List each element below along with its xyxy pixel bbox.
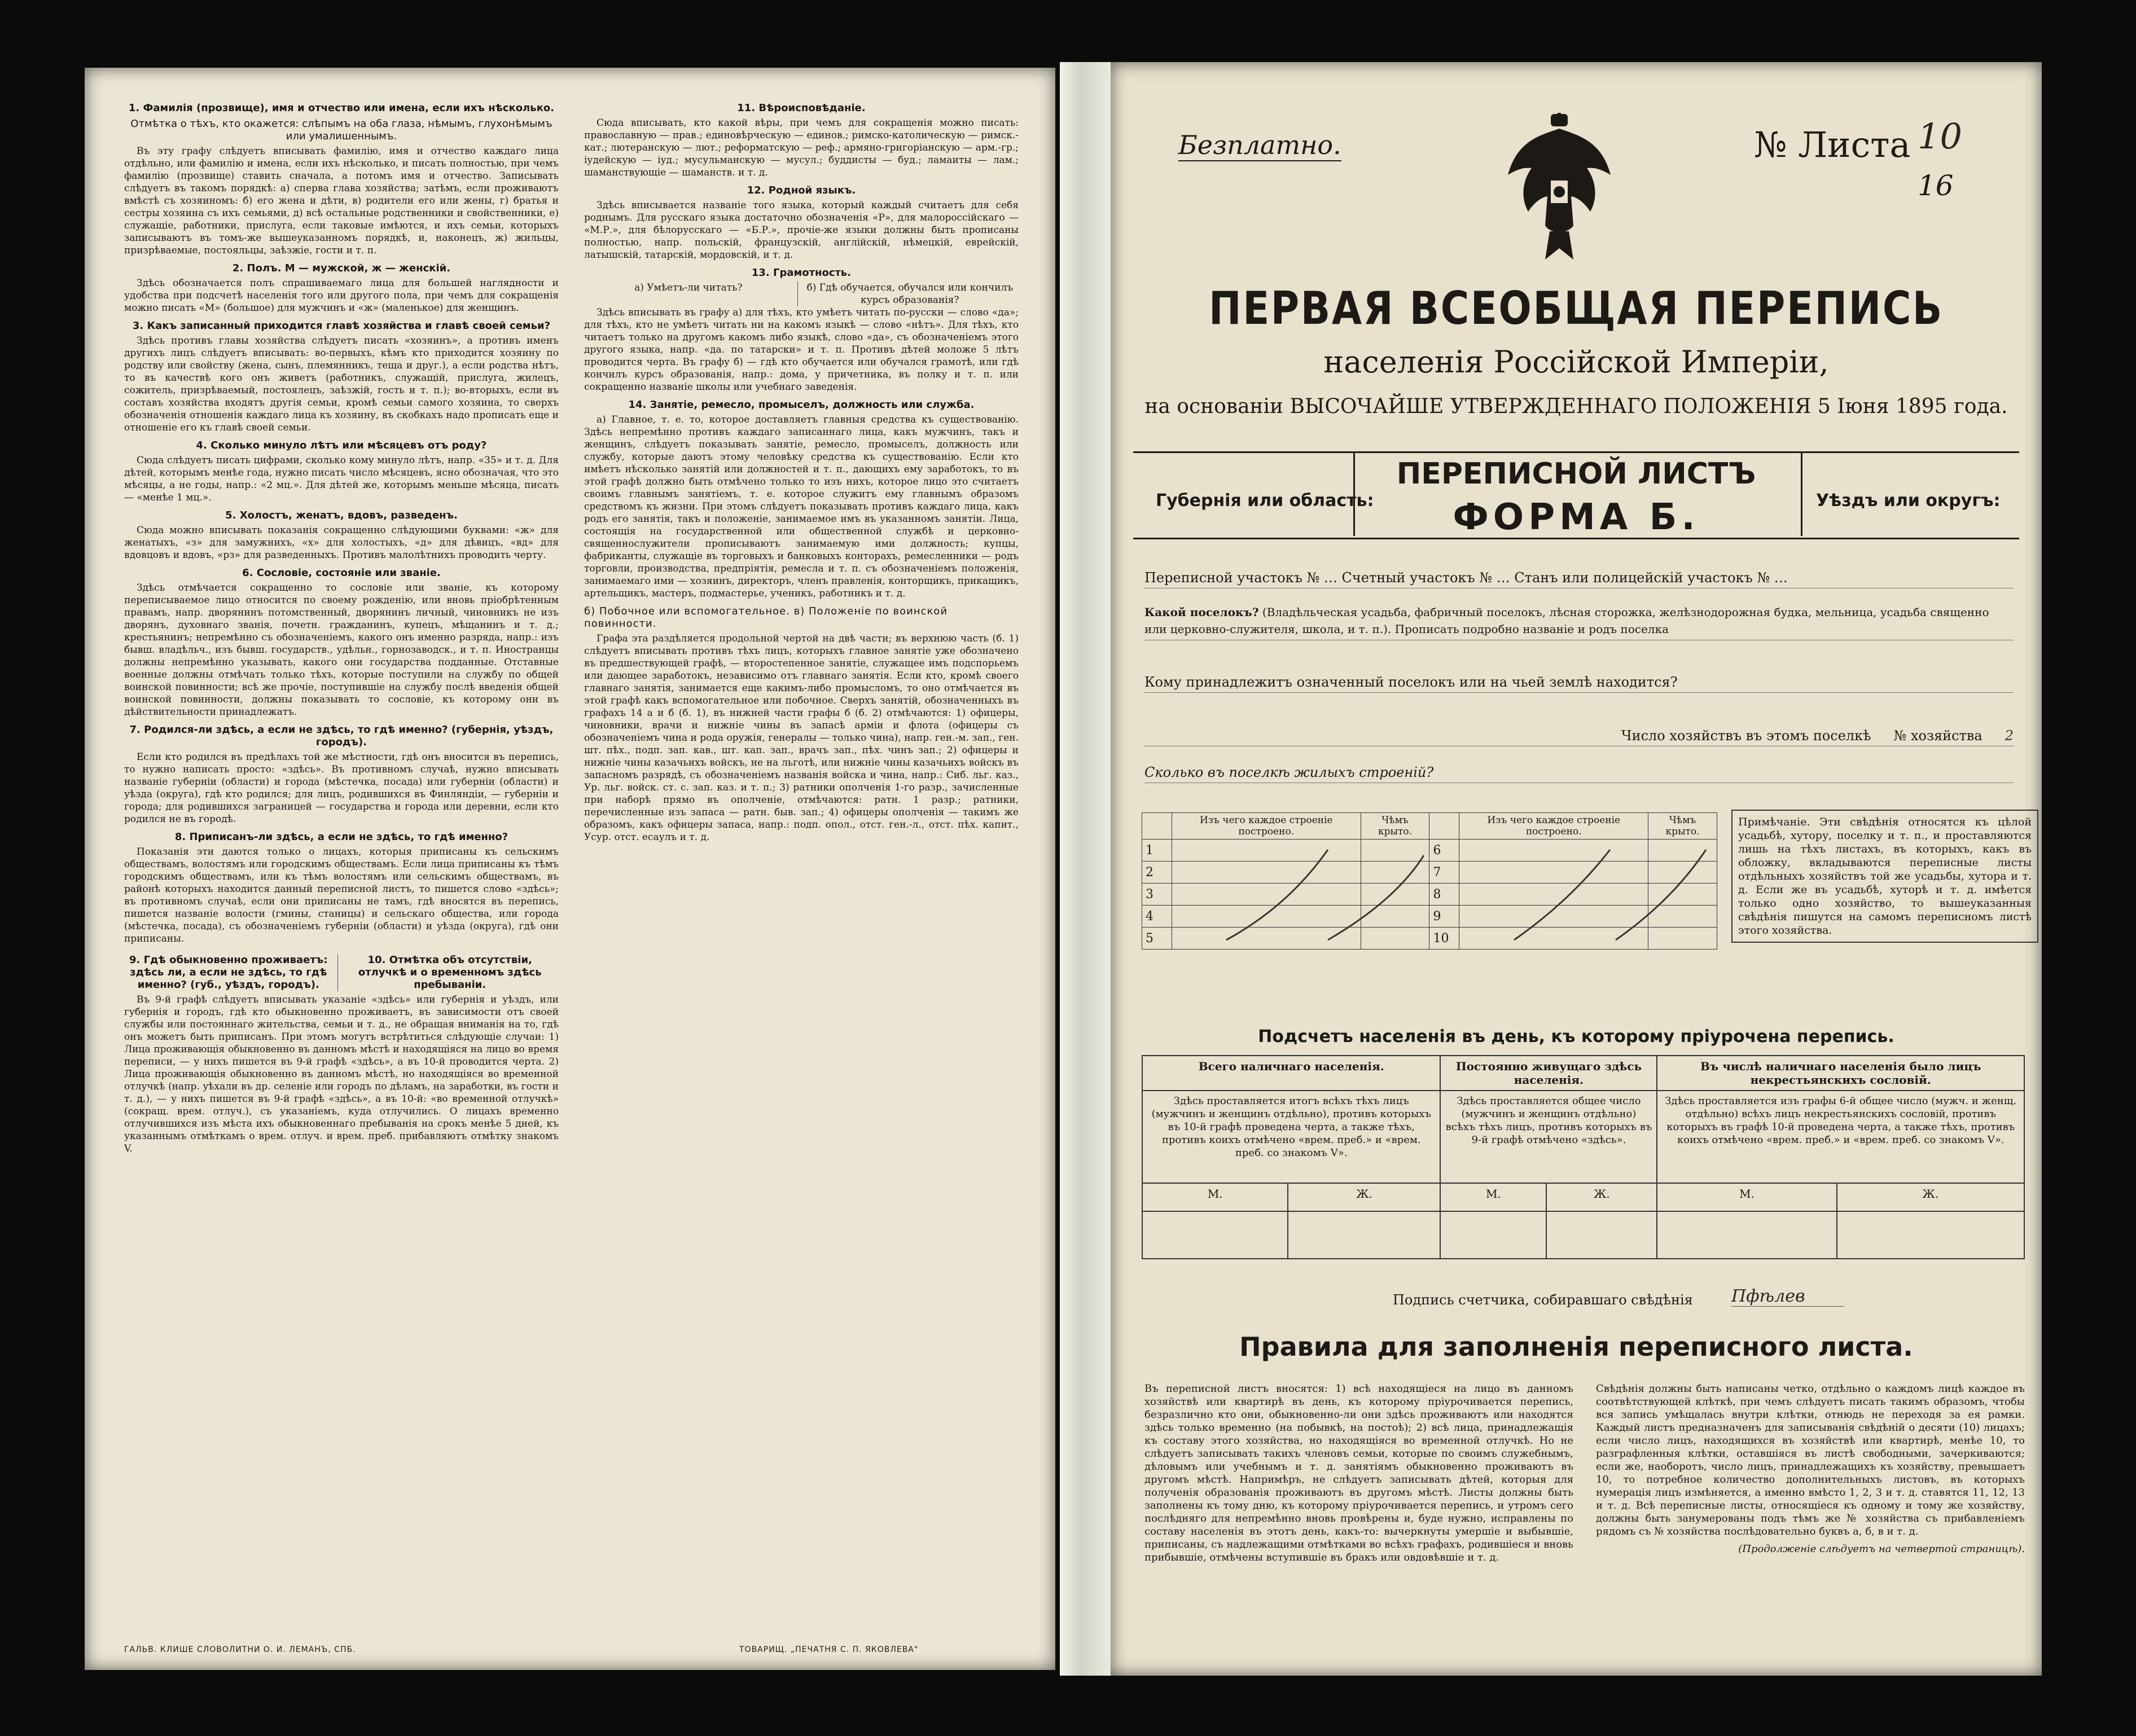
section-heading: б) Побочное или вспомогательное. в) Положеніе по воинской повинности. [584,605,948,630]
table-header-row [1142,1056,2024,1091]
table-header: Изъ чего каждое строеніе построено. [1459,813,1648,840]
section-heading: 3. Какъ записанный приходится главѣ хозяйства и главѣ своей семьи? [132,320,551,332]
table-header [1429,813,1459,840]
subheading-b: б) Гдѣ обучается, обучался или кончилъ курсъ образованія? [806,282,1014,306]
table-header: Всего наличнаго населенія. [1142,1056,1440,1091]
owner-line: Кому принадлежитъ означенный поселокъ или на чьей землѣ находится? [1144,674,2014,693]
page-gutter [1060,62,1111,1676]
table-row [1142,1211,2024,1259]
census-subtitle: населенія Россійской Имперіи, [1323,344,1829,380]
household-number-value: 2 [2005,728,2014,744]
rules-column-2 [1596,1382,2025,1555]
instructions-column-2 [584,99,1019,849]
male-label: М. [1657,1183,1836,1211]
uezd-label: Уѣздъ или округъ: [1816,491,2001,511]
section-text: Сюда вписывать, кто какой вѣры, при чемъ для сокращенія можно писать: православную — прав.; единовѣрческую — единов.; римско-католическую — римск.-кат.; лютеранскую — лют.; реформатскую — реф.; армяно-григоріанскую — арм.-гр.; іудейскую — іуд.; мусульманскую — мусул.; буддисты — буд.; ламаиты — лам.; шаманствующіе — шаманств. и т. д. [584,117,1019,178]
buildings-line: Сколько въ поселкѣ жилыхъ строеній? [1144,764,2014,783]
section-subheading: Отмѣтка о тѣхъ, кто окажется: слѣпымъ на оба глаза, нѣмымъ, глухонѣмымъ или умалишеннымъ. [130,118,552,142]
table-row [1142,1091,2024,1183]
section-text: Здѣсь отмѣчается сокращенно то сословіе или званіе, къ которому переписываемое лицо относится по своему рожденію, или вновь пріобрѣтенным правамъ, напр. дворянинъ потомственный, дворянинъ личный, чиновникъ не изъ дворянъ, духовнаго званія, почетн. гражданинъ, купецъ, мѣщанинъ и т. д.; крестьянинъ; непремѣнно съ обозначеніемъ, какого онъ именно разряда, напр.: изъ бывш. владѣльч., изъ бывш. государств., удѣльн., горнозаводск., и т. п. Иностранцы должны непремѣнно указывать, какого они государства подданные. Отставные военные должны отмѣчать только тѣхъ, которые поступили на службу по общей воинской повинности; всѣ же прочіе, поступившіе на службу послѣ введенія общей воинской повинности, должны показывать то сословіе, къ которому они въ дѣйствительности принадлежатъ. [124,582,559,718]
row-number: 10 [1429,928,1459,950]
section-text: Здѣсь обозначается полъ спрашиваемаго лица для большей наглядности и удобства при подсчетѣ населенія того или другого пола, при чемъ для сокращенія можно писать «М» (большое) для мужчинъ и «ж» (маленькое) для женщинъ. [124,278,559,314]
row-number: 9 [1429,906,1459,928]
row-number: 7 [1429,862,1459,884]
settlement-label: Какой поселокъ? [1144,605,1259,619]
table-header: Постоянно живущаго здѣсь населенія. [1440,1056,1657,1091]
section-text: Графа эта раздѣляется продольной чертой на двѣ части; въ верхнюю часть (б. 1) слѣдуетъ вписывать противъ тѣхъ лицъ, которыхъ главное занятіе уже обозначено въ предшествующей графѣ, — второстепенное занятіе, служащее имъ подспорьемъ или дающее заработокъ, независимо отъ главнаго занятія. Если кто, кромѣ своего главнаго занятія, занимается еще какимъ-либо промысломъ, то оно отмѣчается въ этой графѣ какъ вспомогательное или побочное. Сверхъ занятій, обозначенныхъ въ графахъ 14 а и б (б. 1), въ нижней части графы б (б. 2) отмѣчаются: 1) офицеры, чиновники, врачи и нижніе чины въ запасѣ арміи и флота (офицеры съ обозначеніемъ чина и рода оружія, генералы — только чина), напр. ген.-м. зап., ген. шт. пѣх., подп. зап. кав., шт. кап. зап., врачъ зап., пѣх. чинъ зап.; 2) офицеры и нижніе чины казачьихъ войскъ, не на льготѣ, или нижніе чины казачьихъ войскъ въ запасномъ разрядѣ, съ обозначеніемъ названія войска и чина, напр.: Сиб. льг. каз., Ур. льг. войск. ст. с. зап. каз. и т. п.; 3) ратники ополченія 1-го разр., зачисленные при наборѣ прямо въ ополченіе, отмѣчаются: ратн. 1 разр.; ратники, перечисленные изъ запаса — ратн. быв. зап.; 4) офицеры ополченія — такимъ же образомъ, какъ офицеры запаса, напр.: подп. опол., отст. ген.-л., отст. пѣх. капит., Усур. отст. есаулъ и т. д. [584,633,1019,843]
section-4 [124,440,559,504]
settlement-hint: (Владѣльческая усадьба, фабричный поселокъ, лѣсная сторожка, желѣзнодорожная будка, мельница, усадьба священно или церковно-служителя, школа, и т. п.). Прописать подробно названіе и родъ поселка [1144,605,1989,636]
rules-column-1: Въ переписной листъ вносятся: 1) всѣ находящіеся на лицо въ данномъ хозяйствѣ или квартирѣ въ день, къ которому пріурочивается перепись, безразлично кто они, обыкновенно-ли они здѣсь проживаютъ или находятся здѣсь только временно (на побывкѣ, на постоѣ); 2) всѣ лица, принадлежащія къ составу этого хозяйства, но находящіяся во временной отлучкѣ. Но не слѣдуетъ записывать такихъ членовъ семьи, которые по своимъ служебнымъ, дѣловымъ или учебнымъ и т. д. занятіямъ обыкновенно проживаютъ въ другомъ мѣстѣ. Напримѣръ, не слѣдуетъ записывать дѣтей, которыя для полученія образованія проживаютъ въ другомъ мѣстѣ. Листы должны быть заполнены къ тому дню, къ которому пріурочивается перепись, и утромъ сего послѣдняго для непремѣнно вновь провѣрены и, буде нужно, исправлены по составу населенія въ этотъ день, какъ-то: вычеркнуты умершіе и выбывшіе, приписаны, съ надлежащими отмѣтками во всѣхъ графахъ, родившіеся и вновь прибывшіе, отмѣчены вступившіе въ бракъ или овдовѣвшіе и т. д. [1144,1383,1573,1563]
table-header: Въ числѣ наличнаго населенія было лицъ некрестьянскихъ сословій. [1657,1056,2024,1091]
section-heading: 8. Приписанъ-ли здѣсь, а если не здѣсь, то гдѣ именно? [174,831,508,843]
section-text: Сюда слѣдуетъ писать цифрами, сколько кому минуло лѣтъ, напр. «35» и т. д. Для дѣтей, которымъ менѣе года, нужно писать число мѣсяцевъ, ясно обозначая, что это мѣсяцы, а не годы, напр.: «2 мц.». Для дѣтей же, которымъ меньше мѣсяца, писать — «менѣе 1 мц.». [124,455,559,503]
row-number: 5 [1142,928,1172,950]
female-label: Ж. [1837,1183,2024,1211]
instructions-column-1 [124,99,559,1155]
signature-label: Подпись счетчика, собиравшаго свѣдѣнія [1393,1292,1693,1308]
male-label: М. [1142,1183,1288,1211]
form-label: ФОРМА Б. [1453,496,1700,538]
table-header: Чѣмъ крыто. [1361,813,1429,840]
population-count-title: Подсчетъ населенія въ день, къ которому пріурочена перепись. [1258,1027,1894,1047]
population-count-table [1142,1055,2025,1259]
count-description: Здѣсь проставляется итогъ всѣхъ тѣхъ лицъ (мужчинъ и женщинъ отдѣльно), противъ которыхъ въ 10-й графѣ проведена черта, а также тѣхъ, противъ коихъ отмѣчено «врем. преб.» и «врем. преб. со знакомъ V». [1142,1091,1440,1183]
section-1 [124,102,559,257]
settlement-line [1144,604,2014,640]
section-heading: 9. Гдѣ обыкновенно проживаетъ: здѣсь ли, а если не здѣсь, то гдѣ именно? (губ., уѣздъ, городъ). [124,954,338,991]
section-heading: 5. Холостъ, женатъ, вдовъ, разведенъ. [225,509,458,521]
section-13-subheadings [584,282,1019,306]
household-number-label: № хозяйства [1893,728,1983,744]
section-heading: 13. Грамотность. [751,267,852,279]
section-heading: 1. Фамилія (прозвище), имя и отчество или имена, если ихъ нѣсколько. [128,102,555,114]
census-title: ПЕРВАЯ ВСЕОБЩАЯ ПЕРЕПИСЬ [1209,282,1944,335]
section-heading: 11. Вѣроисповѣданіе. [737,102,866,114]
section-text: Показанія эти даются только о лицахъ, которыя приписаны къ сельскимъ обществамъ, волостямъ или городскимъ обществамъ. Если лица приписаны къ тѣмъ городскимъ обществамъ, или къ тѣмъ волостямъ или сельскимъ обществамъ, въ районѣ которыхъ находится данный переписной листъ, то пишется слово «здѣсь»; въ противномъ случаѣ, если они приписаны не тамъ, гдѣ вносятся въ перепись, пишется названіе волости (гмины, станицы) и сельскаго общества, или города (мѣстечка, посада), съ обозначеніемъ губерніи (области) и уѣзда (округа), гдѣ они приписаны. [124,846,559,944]
rules-title: Правила для заполненія переписного листа. [1239,1331,1913,1362]
free-label: Безплатно. [1178,130,1341,160]
section-heading: 2. Полъ. М — мужской, ж — женскій. [232,262,451,274]
row-number: 8 [1429,884,1459,906]
legal-basis: на основаніи ВЫСОЧАЙШЕ УТВЕРЖДЕННАГО ПОЛОЖЕНІЯ 5 Іюня 1895 года. [1144,395,2008,418]
table-header: Чѣмъ крыто. [1648,813,1717,840]
section-8 [124,831,559,945]
section-3 [124,320,559,434]
section-heading: 10. Отмѣтка объ отсутствіи, отлучкѣ и о временномъ здѣсь пребываніи. [358,954,542,991]
section-text: Здѣсь вписывается названіе того языка, который каждый считаетъ для себя роднымъ. Для русскаго языка достаточно обозначенія «Р», для малороссійскаго — «М.Р.», для бѣлорусскаго — «Б.Р.», прочіе-же языки должны быть прописаны полностью, напр. польскій, французскій, англійскій, нѣмецкій, еврейскій, латышскій, татарскій, мордовскій, и т. д. [584,200,1019,261]
row-number: 1 [1142,840,1172,862]
row-number: 2 [1142,862,1172,884]
row-number: 3 [1142,884,1172,906]
row-number: 4 [1142,906,1172,928]
section-text: Если кто родился въ предѣлахъ той же мѣстности, гдѣ онъ вносится въ перепись, то нужно написать просто: «здѣсь». Въ противномъ случаѣ, нужно вписывать названіе губерніи (области) и города (мѣстечка, посада) или губерніи (области) и уѣзда (округа), гдѣ кто родился; для лицъ, родившихся въ Финляндіи, — губерніи и города; для родившихся заграницей — государства и города или деревни, если кто родился не въ городѣ. [124,751,559,825]
sheet-number-value: 10 [1918,116,1962,157]
section-heading: 7. Родился-ли здѣсь, а если не здѣсь, то гдѣ именно? (губернія, уѣздъ, городъ). [129,724,554,748]
strike-through-lines [1142,838,1717,946]
section-13 [584,267,1019,393]
instructions-page [85,68,1055,1670]
section-11 [584,102,1019,179]
section-text: Въ эту графу слѣдуетъ вписывать фамилію, имя и отчество каждаго лица отдѣльно, или фамилію и имена, если ихъ нѣсколько, и писать полностью, при чемъ фамилію (прозвище) ставить сначала, а потомъ имя и отчество. Записывать слѣдуетъ въ такомъ порядкѣ: а) сперва глава хозяйства; затѣмъ, если проживаютъ вмѣстѣ съ хозяиномъ: б) его жена и дѣти, в) родители его или жены, г) братья и сестры хозяина съ ихъ семьями, д) всѣ остальные родственники и свойственники, е) служащіе, работники, прислуга, если таковые имѣются, и ихъ семьи, которыхъ записываютъ въ томъ-же вышеуказанномъ порядкѣ, и, наконецъ, ж) жильцы, призрѣваемые, постояльцы, заѣзжіе, гости и т. п. [124,146,559,256]
section-text: а) Главное, т. е. то, которое доставляетъ главныя средства къ существованію. Здѣсь непремѣнно противъ каждаго записаннаго лица, какъ мужчинъ, такъ и женщинъ, слѣдуетъ показывать занятіе, ремесло, промыселъ, должность или службу, которые даютъ этому человѣку средства къ существованію. Если кто имѣетъ нѣсколько занятій или должностей и т. п., дающихъ ему заработокъ, то въ этой графѣ должно быть отмѣчено только то изъ нихъ, которое лицо это считаетъ своимъ главнымъ занятіемъ, т. е. которое служитъ ему главнымъ образомъ средствомъ къ жизни. При этомъ слѣдуетъ показывать противъ каждаго лица, какъ родъ его занятія, такъ и положеніе, занимаемое имъ въ указанномъ занятіи. Лица, состоящія на государственной или общественной службѣ и церковно-священнослужители прописываютъ занимаемую ими должность; купцы, фабриканты, служащіе въ торговыхъ и банковыхъ конторахъ, ремесленники — родъ торговли, производства, предпріятія, ремесла и т. п. съ обозначеніемъ положенія, занимаемаго ими — хозяинъ, директоръ, членъ правленія, конторщикъ, прикащикъ, артельщикъ, мастеръ, подмастерье, ученикъ, работникъ и т. д. [584,414,1019,599]
section-5 [124,509,559,561]
count-description: Здѣсь проставляется общее число (мужчинъ и женщинъ отдѣльно) всѣхъ тѣхъ лицъ, противъ которыхъ въ 9-й графѣ отмѣчено «здѣсь». [1440,1091,1657,1183]
female-label: Ж. [1288,1183,1440,1211]
section-text: Сюда можно вписывать показанія сокращенно слѣдующими буквами: «ж» для женатыхъ, «з» для замужнихъ, «х» для холостыхъ, «д» для дѣвицъ, «вд» для вдовцовъ и вдовъ, «рз» для разведенныхъ. Противъ малолѣтнихъ проводить черту. [124,525,559,561]
buildings-note: Примѣчаніе. Эти свѣдѣнія относятся къ цѣлой усадьбѣ, хутору, поселку и т. п., и проставляются лишь на тѣхъ листахъ, въ которыхъ, какъ въ обложку, вкладываются переписные листы отдѣльныхъ хозяйствъ той же усадьбы, хутора и т. д. Если же въ усадьбѣ, хуторѣ и т. д. имѣется только одно хозяйство, то вышеуказанныя свѣдѣнія пишутся на самомъ переписномъ листѣ этого хозяйства. [1731,810,2038,943]
table-header [1142,813,1172,840]
table-header-row [1142,813,1717,840]
sheet-number-value-handwritten: 16 [1918,169,1954,202]
section-9-10-headings [124,951,559,994]
section-14bv [584,605,1019,843]
section-text: Здѣсь противъ главы хозяйства слѣдуетъ писать «хозяинъ», а противъ именъ другихъ лицъ слѣдуетъ вписывать: во-первыхъ, кѣмъ кто приходится хозяину по родству или свойству (жена, сынъ, племянникъ, теща и друг.), а если родства нѣтъ, то въ качествѣ кого онъ живетъ (работникъ, служащій, прислуга, жилецъ, сожитель, призрѣваемый, постоялецъ, заѣзжій, гость и т. п.); во-вторыхъ, если въ составъ хозяйства входятъ другія семьи, кромѣ семьи самого хозяина, то сверхъ обозначенія отношенія каждаго лица къ хозяину, въ скобкахъ надо прописать еще и отношеніе его къ главѣ своей семьи. [124,335,559,433]
rules-text: Свѣдѣнія должны быть написаны четко, отдѣльно о каждомъ лицѣ каждое въ соотвѣтствующей клѣткѣ, при чемъ слѣдуетъ писать такимъ образомъ, чтобы вся запись умѣщалась внутри клѣтки, отнюдь не переходя за ея рамки. Каждый листъ предназначенъ для записыванія свѣдѣній о десяти (10) лицахъ; если число лицъ, находящихся въ хозяйствѣ или квартирѣ, менѣе 10, то разграфленныя клѣтки, оставшіяся въ листѣ свободными, зачеркиваются; если же, наоборотъ, число лицъ, принадлежащихъ къ хозяйству, превышаетъ 10, то потребное количество дополнительныхъ листовъ, въ которыхъ нумерація лицъ измѣняется, а именно вмѣсто 1, 2, 3 и т. д. ставятся 11, 12, 13 и т. д. Всѣ переписные листы, относящіеся къ одному и тому же хозяйству, должны быть занумерованы подъ тѣмъ же № хозяйства съ прибавленіемъ рядомъ съ № хозяйства послѣдовательно буквъ а, б, в и т. д. [1596,1383,2025,1537]
section-text: Здѣсь вписывать въ графу а) для тѣхъ, кто умѣетъ читать по-русски — слово «да»; для тѣхъ, кто не умѣетъ читать ни на какомъ языкѣ — слово «нѣтъ». Для тѣхъ, кто читаетъ только на другомъ какомъ либо языкѣ, слово «да», съ обозначеніемъ этого другого языка, напр. «да. по татарски» и т. п. Противъ дѣтей моложе 5 лѣтъ проводится черта. Въ графу б) — гдѣ кто обучается или обучался грамотѣ, или гдѣ кончилъ курсъ образованія, напр.: дома, у причетника, въ полку и т. п. или сокращенно названіе школы или учебнаго заведенія. [584,307,1019,393]
section-heading: 14. Занятіе, ремесло, промыселъ, должность или служба. [628,399,975,411]
census-form-page [1111,62,2042,1676]
section-14 [584,399,1019,600]
count-description: Здѣсь проставляется изъ графы 6-й общее число (мужч. и женщ. отдѣльно) всѣхъ лицъ некрестьянскихъ сословій, противъ которыхъ въ графѣ 10-й проведена черта, а также тѣхъ, противъ коихъ отмѣчено «врем. преб.» и «врем. преб. со знакомъ V». [1657,1091,2024,1183]
section-heading: 12. Родной языкъ. [747,184,856,196]
double-headed-eagle-emblem [1506,113,1613,265]
male-label: М. [1440,1183,1546,1211]
section-6 [124,567,559,718]
section-7 [124,724,559,825]
households-count-label: Число хозяйствъ въ этомъ поселкѣ [1621,728,1871,744]
row-number: 6 [1429,840,1459,862]
printer-credit-right: ТОВАРИЩ. „ПЕЧАТНЯ С. П. ЯКОВЛЕВА" [739,1645,919,1654]
districts-line: Переписной участокъ № … Счетный участокъ № … Станъ или полицейскій участокъ № … [1144,570,2014,588]
sheet-title: ПЕРЕПИСНОЙ ЛИСТЪ [1396,457,1756,491]
continuation-note: (Продолженіе слѣдуетъ на четвертой страницѣ). [1738,1543,2025,1555]
section-heading: 4. Сколько минуло лѣтъ или мѣсяцевъ отъ роду? [196,440,487,451]
enumerator-signature: Пфѣлев [1731,1286,1844,1307]
section-heading: 6. Сословіе, состояніе или званіе. [242,567,441,579]
section-text: Въ 9-й графѣ слѣдуетъ вписывать указаніе «здѣсь» или губернія и уѣздъ, или губернія и городъ, гдѣ кто обыкновенно проживаетъ, въ зависимости отъ своей службы или постояннаго жительства, семьи и т. д., не обращая вниманія на то, гдѣ онъ можетъ быть приписанъ. При этомъ могутъ встрѣтиться слѣдующіе случаи: 1) Лица проживающія обыкновенно въ данномъ мѣстѣ и находящіяся на лицо во время переписи, — у нихъ пишется въ 9-й графѣ «здѣсь», а въ 10-й проводится черта. 2) Лица проживающія обыкновенно въ данномъ мѣстѣ, но находящіяся во временной отлучкѣ (напр. уѣхали въ др. селеніе или городъ по дѣламъ, на заработки, въ гости и т. д.), — у нихъ пишется въ 9-й графѣ «здѣсь», а въ 10-й: «во временной отлучкѣ» (сокращ. врем. отлуч.), съ указаніемъ, куда отлучились. О лицахъ временно отлучившихся изъ мѣста ихъ обыкновеннаго пребыванія на срокъ менѣе 5 дней, къ указаннымъ отмѣткамъ о врем. отлуч. и врем. преб. прибавляютъ отмѣтку знакомъ V. [124,994,559,1154]
section-12 [584,184,1019,261]
gubernia-label: Губернія или область: [1156,491,1374,511]
table-header: Изъ чего каждое строеніе построено. [1172,813,1361,840]
sheet-number-label: № Листа [1754,124,1911,165]
female-label: Ж. [1546,1183,1657,1211]
table-row [1142,1183,2024,1211]
subheading-a: а) Умѣетъ-ли читать? [584,282,798,306]
printer-credit-left: ГАЛЬВ. КЛИШЕ СЛОВОЛИТНИ О. И. ЛЕМАНЪ, СПБ. [124,1645,356,1654]
households-line [1144,728,2014,746]
section-2 [124,262,559,314]
